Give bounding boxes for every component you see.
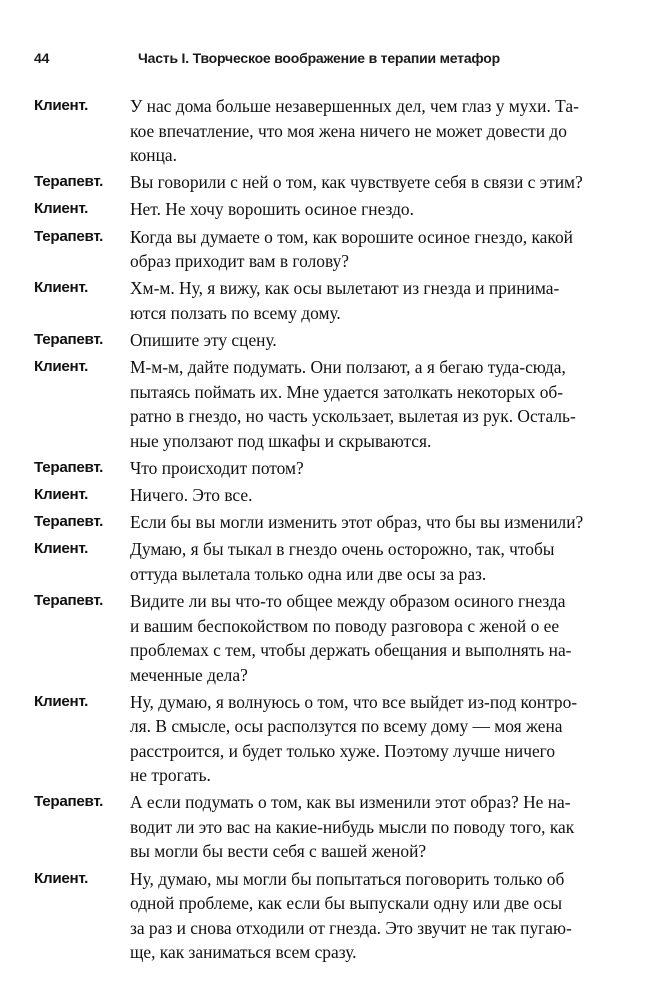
dialogue-turn [34,537,634,586]
speaker-label: Клиент. [34,869,89,887]
dialogue-turn [34,355,634,453]
utterance-text: Думаю, я бы тыкал в гнездо очень осторожно, так, чтобы оттуда вылетала только одна или две осы за раз. [130,539,555,584]
utterance-text: Видите ли вы что-то общее между образом осиного гнезда и вашим беспокойством по поводу разговора с женой о ее проблемах с тем, чтобы держать обещания и выполнять на- меченные дела? [130,591,572,685]
dialogue-turn [34,328,634,353]
dialogue-transcript [34,94,634,967]
utterance-text: Когда вы думаете о том, как ворошите осиное гнездо, какой образ приходит вам в голову? [130,226,573,272]
speaker-label: Клиент. [34,540,89,558]
utterance-text: А если подумать о том, как вы изменили этот образ? Не на- водит ли это вас на какие-нибудь мысли по поводу того, как вы могли бы вести себя с вашей женой? [130,792,575,862]
dialogue-turn [34,589,634,687]
utterance-text: Опишите эту сцену. [130,329,277,350]
dialogue-turn [34,225,634,274]
utterance-text: Нет. Не хочу ворошить осиное гнездо. [130,199,414,220]
speaker-label: Клиент. [34,486,89,503]
page-number: 44 [34,50,50,66]
speaker-label: Клиент. [34,358,89,376]
dialogue-turn [34,690,634,788]
speaker-label: Терапевт. [34,227,104,245]
speaker-label: Терапевт. [34,592,104,610]
utterance-text: Ничего. Это все. [130,485,253,505]
speaker-label: Клиент. [34,97,89,114]
dialogue-turn [34,510,634,535]
utterance-text: Ну, думаю, мы могли бы попытаться поговорить только об одной проблеме, как если бы выпускали одну или две осы за раз и снова отходили от гнезда. Это звучит не так пугаю- ще, как заниматься всем сразу. [130,868,572,963]
dialogue-turn [34,483,634,508]
dialogue-turn [34,867,634,965]
utterance-text: Хм-м. Ну, я вижу, как осы вылетают из гнезда и принима- ются ползать по всему дому. [130,278,560,323]
running-head [34,50,634,70]
speaker-label: Клиент. [34,279,89,297]
speaker-label: Клиент. [34,200,89,218]
speaker-label: Терапевт. [34,173,104,191]
utterance-text: У нас дома больше незавершенных дел, чем глаз у мухи. Та- кое впечатление, что моя жена ничего не может довести до конца. [130,96,579,165]
speaker-label: Терапевт. [34,513,104,531]
dialogue-turn [34,276,634,325]
utterance-text: М-м-м, дайте подумать. Они ползают, а я бегаю туда-сюда, пытаясь поймать их. Мне удается затолкать некоторых об- ратно в гнездо, но часть ускользает, вылетая из рук. Осталь- ные уползают под шкафы и скрываются. [130,357,576,451]
utterance-text: Что происходит потом? [130,457,304,478]
speaker-label: Терапевт. [34,458,104,476]
utterance-text: Если бы вы могли изменить этот образ, что бы вы изменили? [130,512,584,533]
utterance-text: Вы говорили с ней о том, как чувствуете себя в связи с этим? [130,172,583,193]
dialogue-turn [34,790,634,864]
dialogue-turn [34,456,634,481]
speaker-label: Терапевт. [34,793,104,811]
utterance-text: Ну, думаю, я волнуюсь о том, что все выйдет из-под контро- ля. В смысле, осы расползутся по всему дому — моя жена расстроится, и будет только хуже. Поэтому лучше ничего не трогать. [130,691,578,786]
dialogue-turn [34,170,634,195]
dialogue-turn [34,197,634,222]
dialogue-turn [34,94,634,168]
speaker-label: Терапевт. [34,330,104,348]
running-title: Часть I. Творческое воображение в терапии метафор [138,50,500,66]
speaker-label: Клиент. [34,692,89,710]
